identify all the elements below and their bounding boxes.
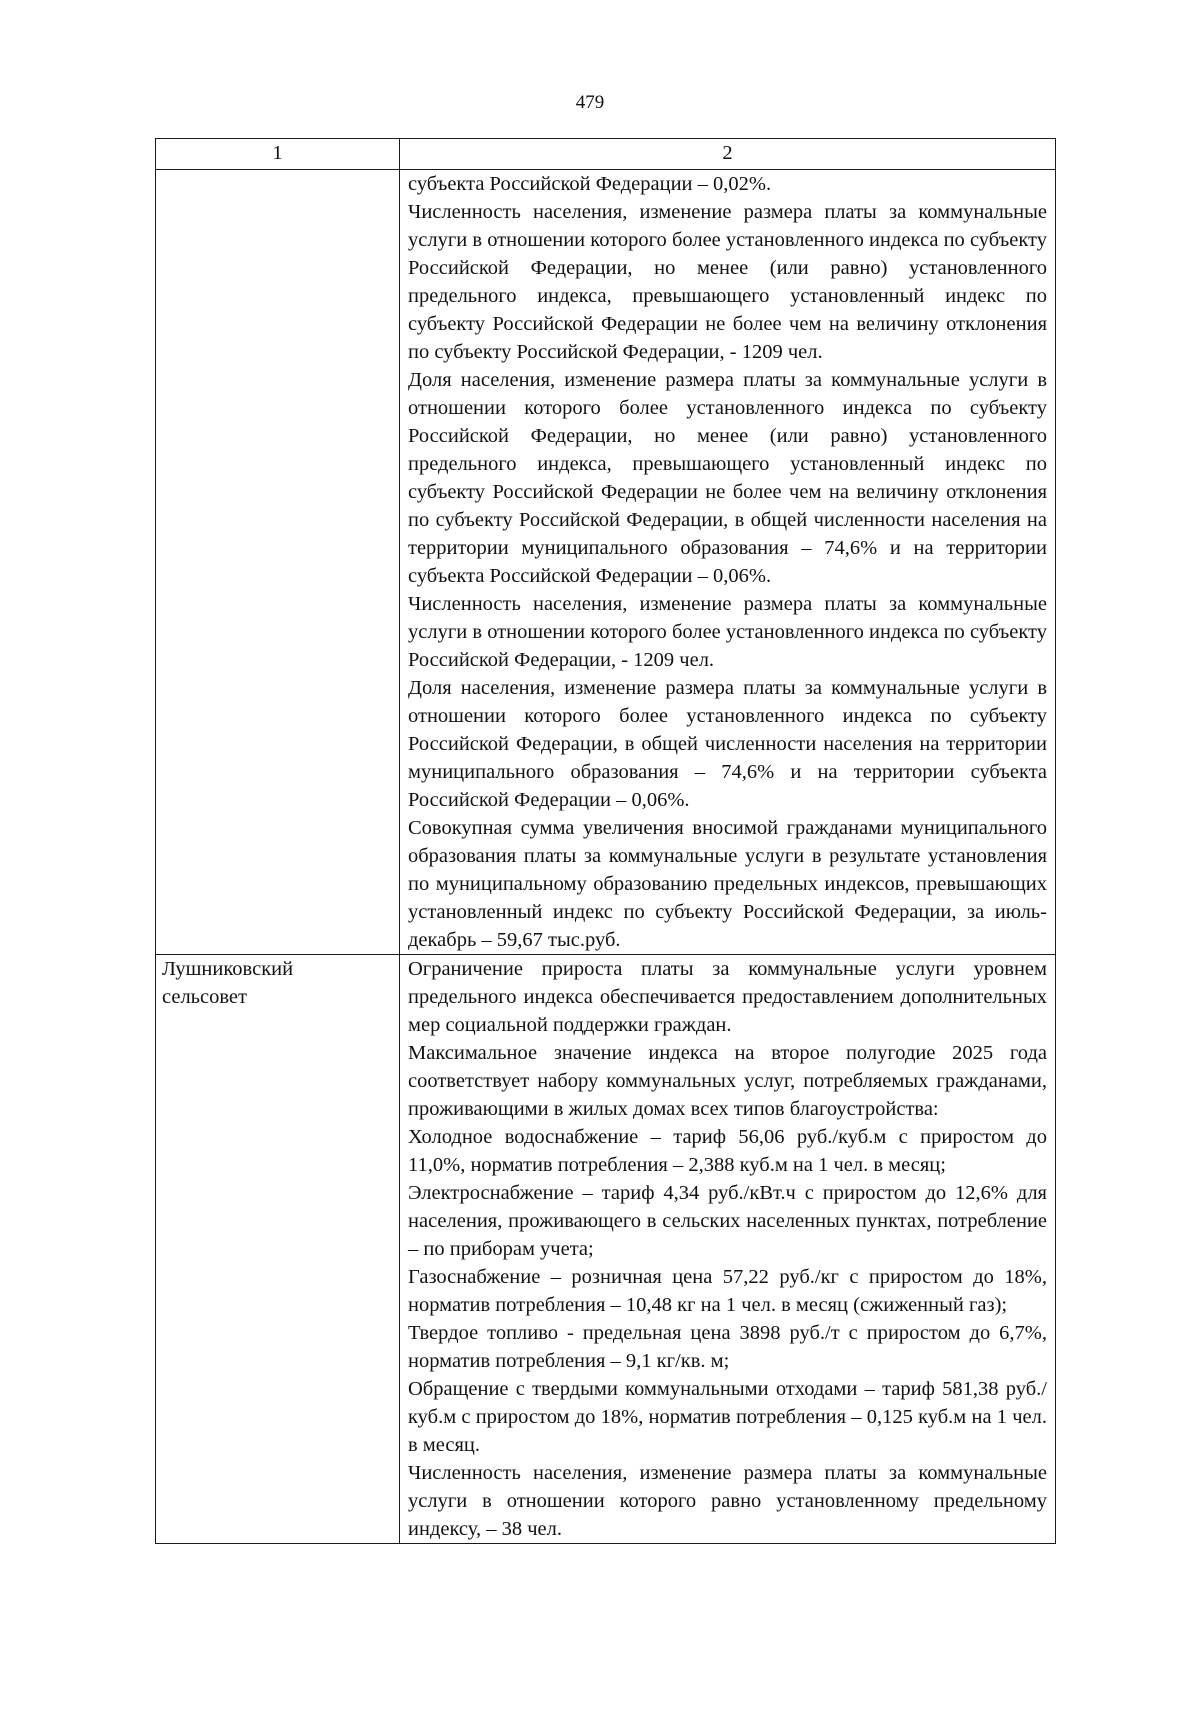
description-paragraph: Численность населения, изменение размера платы за коммунальные услуги в отношении которого более установленного индекса по субъекту Российской Федерации, но менее (или равно) установленного предельного индекса, превышающего установленный индекс по субъекту Российской Федерации не более чем на величину отклонения по субъекту Российской Федерации, - 1209 чел. xyxy=(408,201,1047,363)
description-paragraph: Доля населения, изменение размера платы за коммунальные услуги в отношении которого более установленного индекса по субъекту Российской Федерации, в общей численности населения на территории муниципального образования – 74,6% и на территории субъекта Российской Федерации – 0,06%. xyxy=(408,677,1047,811)
municipality-cell xyxy=(156,955,400,1544)
description-paragraph: субъекта Российской Федерации – 0,02%. xyxy=(408,173,772,195)
column-header-2: 2 xyxy=(400,139,1056,170)
table-row xyxy=(156,170,1056,955)
municipality-cell xyxy=(156,170,400,955)
description-paragraph: Холодное водоснабжение – тариф 56,06 руб./куб.м с приростом до 11,0%, норматив потребления – 2,388 куб.м на 1 чел. в месяц; xyxy=(408,1126,1047,1176)
description-paragraph: Твердое топливо - предельная цена 3898 руб./т с приростом до 6,7%, норматив потребления – 9,1 кг/кв. м; xyxy=(408,1322,1047,1372)
description-paragraph: Электроснабжение – тариф 4,34 руб./кВт.ч с приростом до 12,6% для населения, проживающего в сельских населенных пунктах, потребление – по приборам учета; xyxy=(408,1182,1047,1260)
municipality-name-line: Лушниковский xyxy=(162,958,294,980)
description-paragraph: Обращение с твердыми коммунальными отходами – тариф 581,38 руб./куб.м с приростом до 18%, норматив потребления – 0,125 куб.м на 1 чел. в месяц. xyxy=(408,1378,1047,1456)
description-paragraph: Ограничение прироста платы за коммунальные услуги уровнем предельного индекса обеспечивается предоставлением дополнительных мер социальной поддержки граждан. xyxy=(408,958,1047,1036)
description-cell xyxy=(400,170,1056,955)
description-cell xyxy=(400,955,1056,1544)
page-number: 479 xyxy=(575,92,605,113)
description-paragraph: Максимальное значение индекса на второе полугодие 2025 года соответствует набору коммунальных услуг, потребляемых гражданами, проживающими в жилых домах всех типов благоустройства: xyxy=(408,1042,1047,1120)
municipality-name-line: сельсовет xyxy=(162,986,247,1008)
description-paragraph: Доля населения, изменение размера платы за коммунальные услуги в отношении которого более установленного индекса по субъекту Российской Федерации, но менее (или равно) установленного предельного индекса, превышающего установленный индекс по субъекту Российской Федерации не более чем на величину отклонения по субъекту Российской Федерации, в общей численности населения на территории муниципального образования – 74,6% и на территории субъекта Российской Федерации – 0,06%. xyxy=(408,369,1047,587)
table-row xyxy=(156,955,1056,1544)
description-paragraph: Совокупная сумма увеличения вносимой гражданами муниципального образования платы за коммунальные услуги в результате установления по муниципальному образованию предельных индексов, превышающих установленный индекс по субъекту Российской Федерации, за июль-декабрь – 59,67 тыс.руб. xyxy=(408,817,1047,951)
description-paragraph: Газоснабжение – розничная цена 57,22 руб./кг с приростом до 18%, норматив потребления – 10,48 кг на 1 чел. в месяц (сжиженный газ); xyxy=(408,1266,1047,1316)
table xyxy=(155,138,1056,1544)
description-paragraph: Численность населения, изменение размера платы за коммунальные услуги в отношении которого более установленного индекса по субъекту Российской Федерации, - 1209 чел. xyxy=(408,593,1047,671)
description-paragraph: Численность населения, изменение размера платы за коммунальные услуги в отношении которого равно установленному предельному индексу, – 38 чел. xyxy=(408,1462,1047,1540)
table-header-row xyxy=(156,139,1056,170)
column-header-1: 1 xyxy=(156,139,400,170)
